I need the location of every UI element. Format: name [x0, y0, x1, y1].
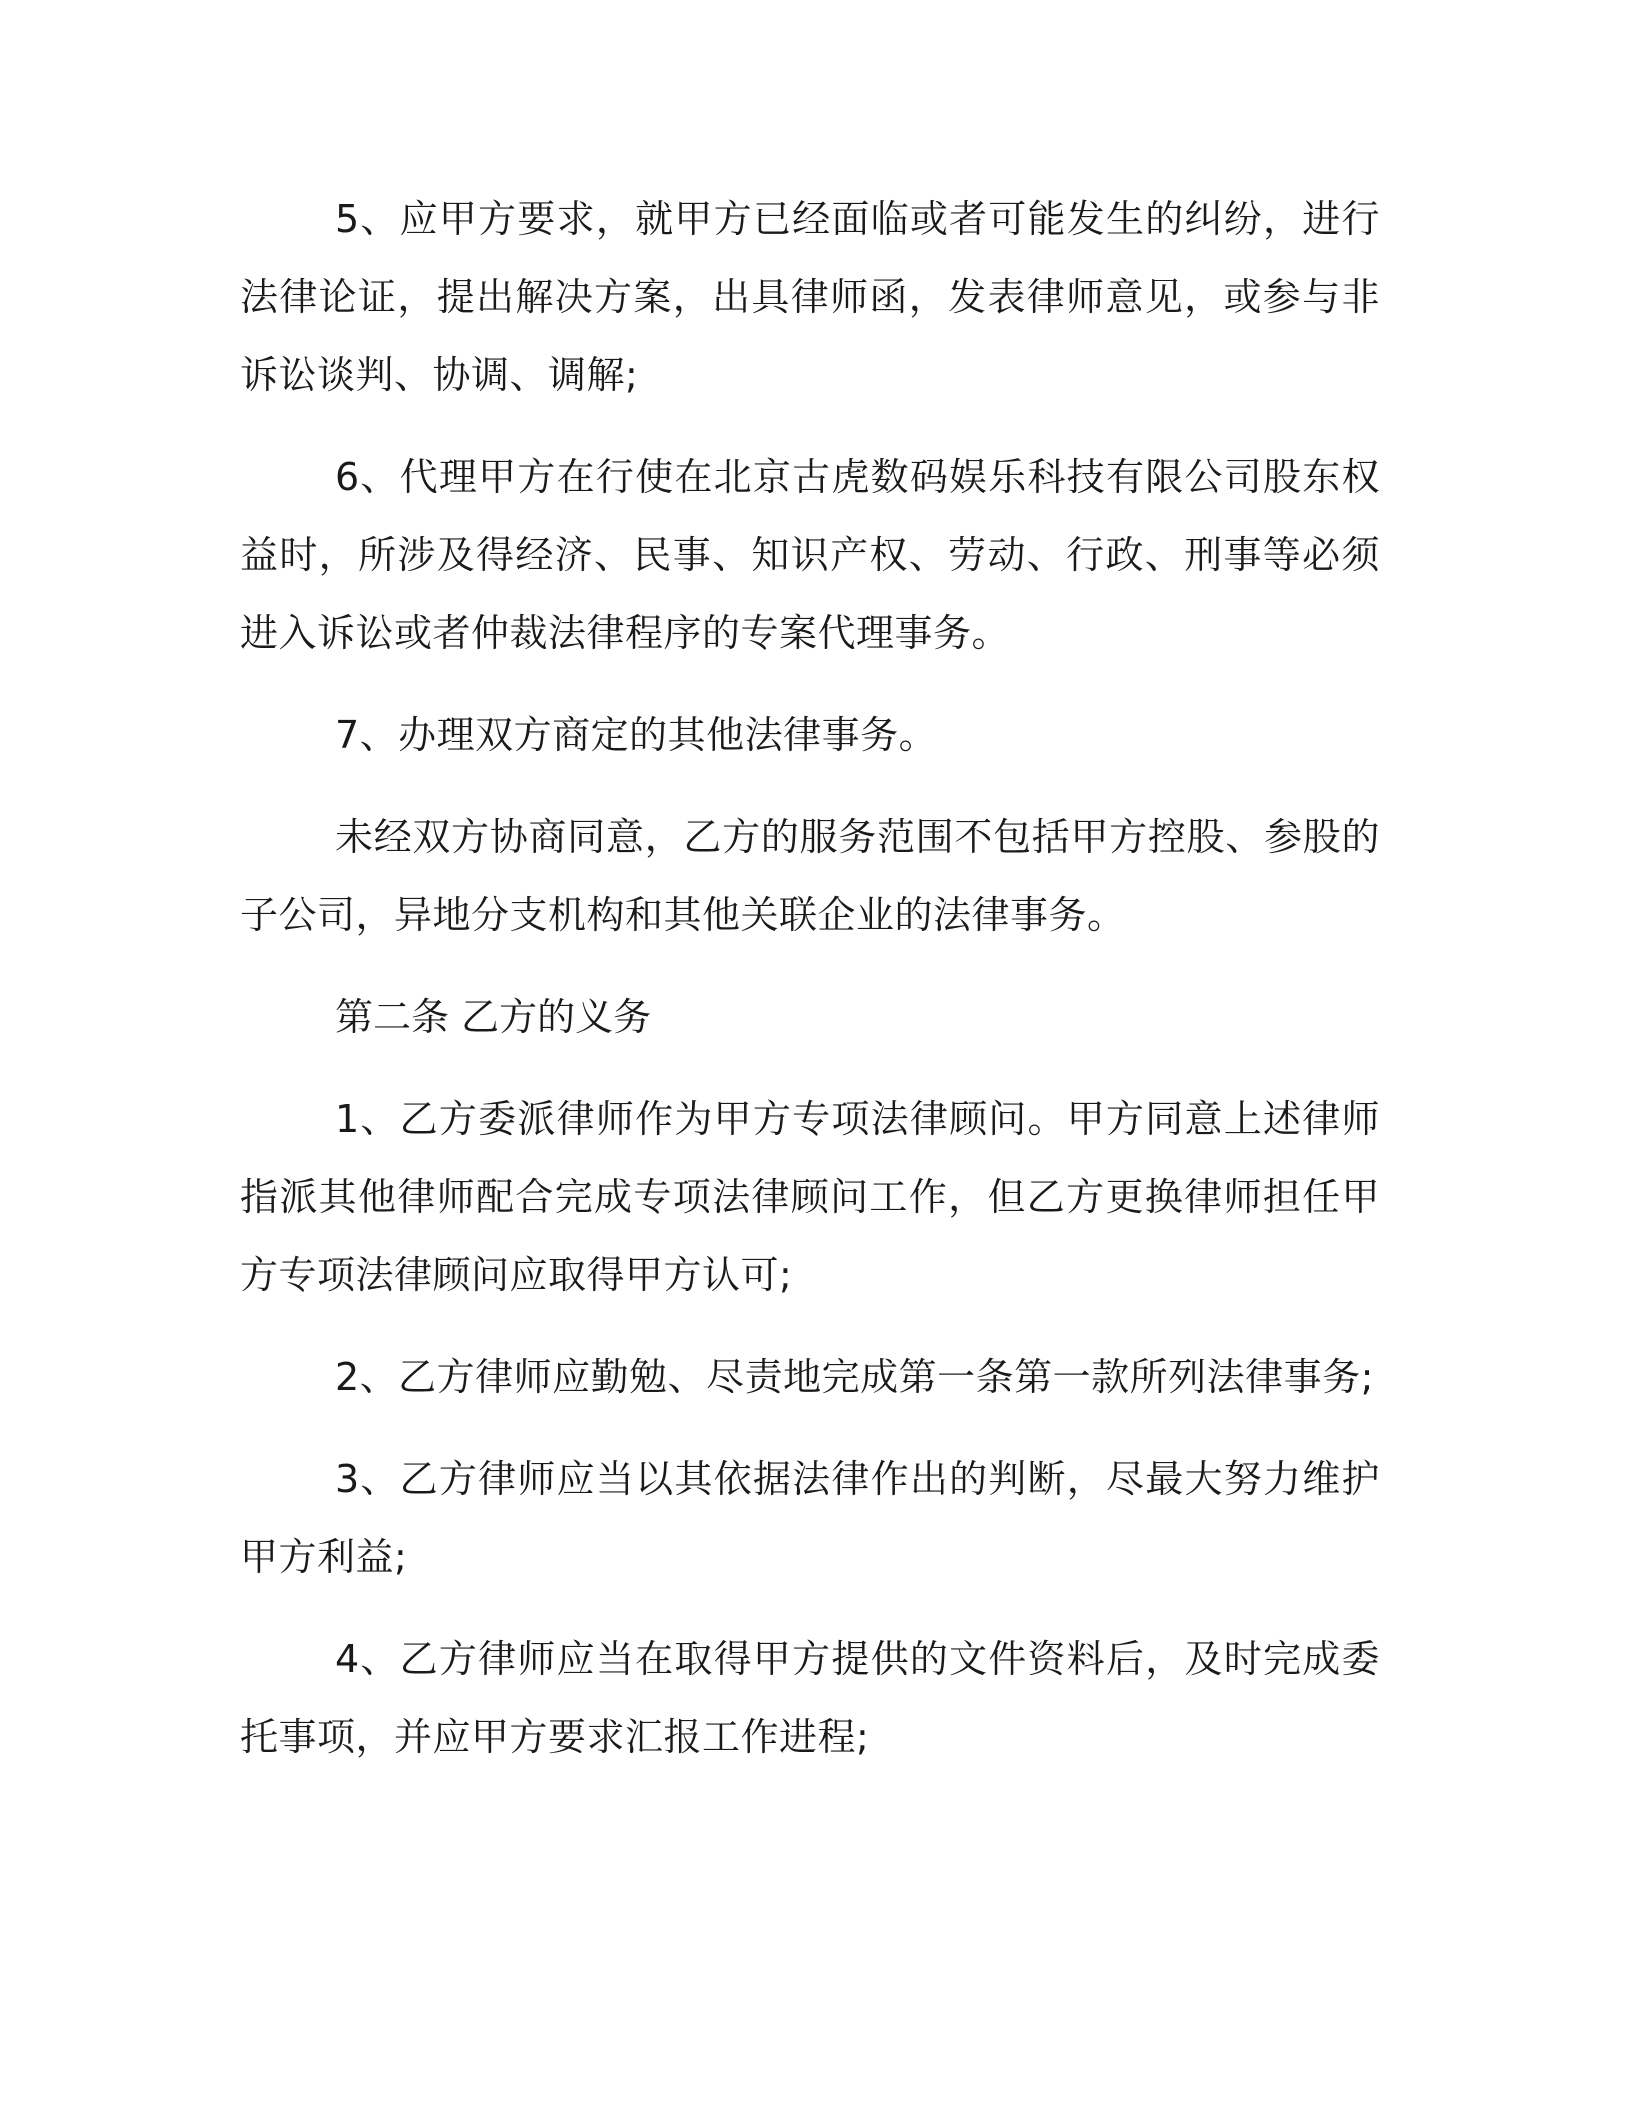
- clause-5-paragraph: 5、应甲方要求，就甲方已经面临或者可能发生的纠纷，进行法律论证，提出解决方案，出具律师函，发表律师意见，或参与非诉讼谈判、协调、调解;: [240, 197, 1380, 397]
- service-scope-paragraph: 未经双方协商同意，乙方的服务范围不包括甲方控股、参股的子公司，异地分支机构和其他关联企业的法律事务。: [240, 815, 1380, 937]
- document-body: [240, 180, 1380, 1800]
- obligation-2-paragraph: 2、乙方律师应勤勉、尽责地完成第一条第一款所列法律事务;: [335, 1355, 1374, 1399]
- clause-6-paragraph: 6、代理甲方在行使在北京古虎数码娱乐科技有限公司股东权益时，所涉及得经济、民事、知识产权、劳动、行政、刑事等必须进入诉讼或者仲裁法律程序的专案代理事务。: [240, 455, 1380, 655]
- obligation-3-paragraph: 3、乙方律师应当以其依据法律作出的判断，尽最大努力维护甲方利益;: [240, 1457, 1380, 1579]
- obligation-4-paragraph: 4、乙方律师应当在取得甲方提供的文件资料后，及时完成委托事项，并应甲方要求汇报工作进程;: [240, 1637, 1380, 1759]
- obligation-1-paragraph: 1、乙方委派律师作为甲方专项法律顾问。甲方同意上述律师指派其他律师配合完成专项法律顾问工作，但乙方更换律师担任甲方专项法律顾问应取得甲方认可;: [240, 1097, 1380, 1297]
- clause-7-paragraph: 7、办理双方商定的其他法律事务。: [335, 713, 938, 757]
- article-2-heading: 第二条 乙方的义务: [335, 995, 652, 1039]
